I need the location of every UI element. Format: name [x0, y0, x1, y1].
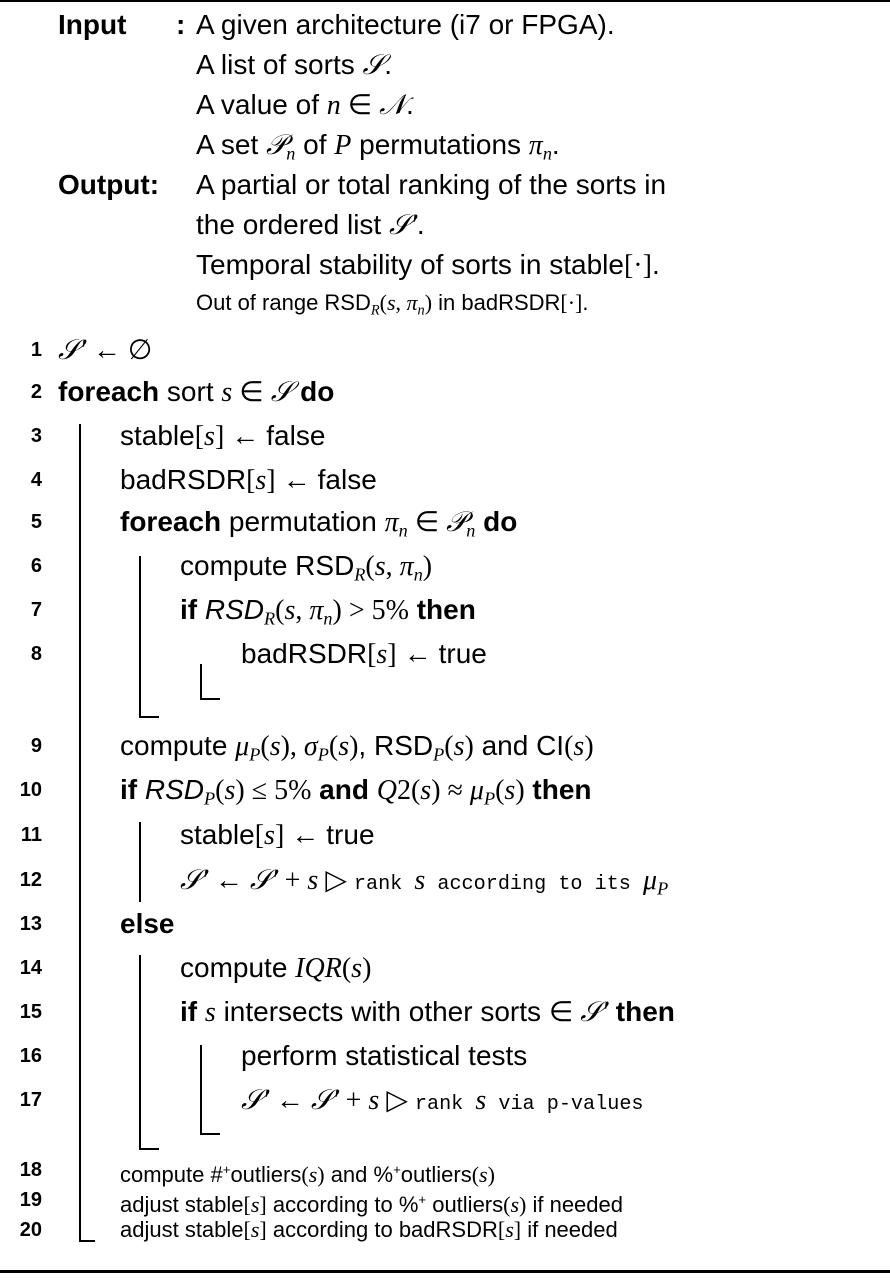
line-text-segment: μ: [643, 865, 658, 896]
line-text-segment: 𝒮: [362, 50, 385, 81]
line-text-segment: false: [317, 464, 377, 495]
algorithm-line-7: [180, 593, 476, 635]
line-text-segment: s: [224, 775, 236, 806]
line-text-segment: ) ≈: [431, 775, 470, 806]
line-text-segment: P: [249, 744, 261, 765]
line-text-segment: s: [307, 865, 319, 896]
line-text-segment: n: [413, 564, 423, 585]
algorithm-line-12: [180, 863, 668, 905]
line-text-segment: s: [250, 1191, 260, 1217]
line-number: 14: [19, 957, 42, 979]
line-text-segment: s: [351, 953, 363, 984]
line-text-segment: ,: [395, 290, 407, 315]
line-text-segment: s: [250, 1217, 260, 1242]
line-text-segment: 𝒮′: [241, 1085, 269, 1116]
line-text-segment: of: [295, 129, 335, 160]
line-text-segment: A set: [196, 129, 267, 160]
line-text-segment: and %: [324, 1161, 394, 1187]
line-text-segment: (: [365, 551, 375, 582]
line-text-segment: (: [275, 595, 285, 626]
if-intersect-block-bar: [200, 1045, 202, 1135]
line-text-segment: P: [433, 744, 445, 765]
line-text-segment: s: [376, 639, 388, 670]
line-text-segment: s: [221, 377, 233, 408]
line-text-segment: R: [264, 608, 276, 629]
line-text-segment: ∈: [340, 90, 380, 121]
line-text-segment: ): [317, 1161, 325, 1187]
line-text-segment: 𝒮′: [310, 1085, 339, 1116]
line-text-segment: P: [317, 744, 329, 765]
line-text-segment: IQR: [295, 953, 342, 984]
line-text-segment: μ: [235, 731, 250, 762]
algorithm-line-19: [120, 1187, 623, 1218]
line-text-segment: A given architecture (i7 or FPGA).: [196, 9, 615, 40]
line-text-segment: s: [573, 731, 585, 762]
line-text-segment: outliers: [426, 1191, 504, 1217]
line-text-segment: ∈: [548, 997, 581, 1028]
algorithm-line-20: [120, 1217, 618, 1243]
line-text-segment: ∈: [232, 377, 271, 408]
algorithm-line-14: [180, 951, 371, 986]
line-text-segment: [: [194, 421, 205, 452]
line-text-segment: .: [416, 209, 425, 240]
line-text-segment: RSD: [204, 594, 265, 625]
algorithm-line-9: [120, 729, 594, 771]
line-number: 1: [30, 339, 42, 361]
comment-text: according to its: [425, 873, 643, 896]
foreach-perm-block-end: [139, 716, 159, 718]
line-text-segment: s: [338, 731, 350, 762]
line-text-segment: compute: [180, 952, 296, 983]
line-text-segment: (: [379, 290, 387, 315]
line-text-segment: (: [215, 775, 225, 806]
line-text-segment: 𝒮′: [389, 210, 417, 241]
bottom-rule: [0, 1270, 890, 1273]
line-text-segment: P: [334, 130, 352, 161]
output-line: [196, 168, 666, 202]
algorithm-line-15: [180, 995, 675, 1030]
line-text-segment: n: [398, 520, 408, 541]
keyword: foreach: [120, 506, 222, 537]
line-number: 7: [30, 599, 42, 621]
line-number: 18: [19, 1159, 42, 1181]
line-text-segment: ] ←: [266, 465, 318, 496]
line-text-segment: R: [370, 302, 380, 319]
line-text-segment: s: [269, 731, 281, 762]
keyword: if: [120, 774, 145, 805]
line-number: 17: [19, 1089, 42, 1111]
input-colon: :: [176, 9, 186, 40]
line-text-segment: sort: [159, 376, 222, 407]
line-text-segment: s: [374, 551, 386, 582]
algorithm-line-11: [180, 818, 375, 853]
line-text-segment: ): [422, 551, 433, 582]
line-text-segment: ): [464, 731, 474, 762]
line-text-segment: π: [309, 595, 324, 626]
line-text-segment: intersects with other sorts: [215, 996, 549, 1027]
line-number: 11: [20, 824, 42, 846]
if-intersect-block-end: [200, 1133, 220, 1135]
keyword: do: [475, 506, 518, 537]
line-text-segment: ] ←: [387, 639, 439, 670]
line-text-segment: [: [243, 1217, 251, 1242]
line-text-segment: π: [384, 507, 399, 538]
output-line: [196, 248, 660, 283]
line-text-segment: P: [657, 878, 669, 899]
line-text-segment: [: [497, 1217, 506, 1242]
algorithm-line-4: [120, 463, 377, 498]
line-text-segment: +: [418, 1192, 427, 1207]
line-text-segment: n: [326, 90, 341, 121]
algorithm-line-13: [120, 907, 175, 941]
line-text-segment: (: [495, 775, 505, 806]
if-rsd-block-bar: [200, 664, 202, 700]
line-text-segment: ): [584, 731, 594, 762]
line-text-segment: (: [301, 1161, 309, 1187]
line-text-segment: the ordered list: [196, 209, 389, 240]
line-text-segment: if needed: [521, 1217, 618, 1242]
line-text-segment: π: [399, 551, 414, 582]
line-text-segment: σ: [303, 731, 318, 762]
line-text-segment: P: [204, 788, 216, 809]
line-number: 6: [30, 555, 42, 577]
line-text-segment: P: [483, 788, 496, 809]
foreach-perm-block-bar: [139, 556, 141, 718]
line-text-segment: 𝒫: [266, 130, 287, 161]
line-text-segment: ,: [295, 595, 310, 626]
line-text-segment: s: [505, 1217, 514, 1242]
line-text-segment: compute RSD: [180, 550, 355, 581]
line-number: 3: [30, 425, 42, 447]
line-text-segment: ←: [268, 1085, 311, 1116]
comment-text: rank: [414, 1093, 476, 1116]
line-text-segment: outliers: [230, 1161, 302, 1187]
line-text-segment: true: [438, 638, 487, 669]
line-text-segment: [·]: [560, 290, 583, 315]
line-text-segment: s: [510, 1191, 520, 1217]
line-text-segment: +: [338, 1085, 369, 1116]
line-text-segment: π: [406, 290, 418, 315]
line-text-segment: A list of sorts: [196, 49, 363, 80]
line-text-segment: ← ∅: [85, 335, 153, 366]
line-text-segment: ] ←: [274, 820, 327, 851]
line-text-segment: compute #: [120, 1161, 223, 1187]
input-label-text: Input: [58, 9, 127, 40]
line-text-segment: stable: [120, 420, 195, 451]
line-text-segment: n: [323, 608, 333, 629]
line-text-segment: Out of range RSD: [196, 290, 371, 315]
line-number: 10: [19, 779, 42, 801]
keyword: else: [120, 908, 175, 939]
line-text-segment: s: [204, 997, 216, 1028]
line-text-segment: according to badRSDR: [266, 1217, 498, 1242]
algorithm-line-18: [120, 1157, 495, 1188]
line-text-segment: .: [582, 290, 589, 315]
then-block-bar: [139, 822, 141, 902]
line-number: 9: [30, 735, 42, 757]
if-rsd-block-end: [200, 698, 220, 700]
line-text-segment: ): [349, 731, 359, 762]
output-line: [196, 290, 589, 323]
keyword: then: [608, 996, 675, 1027]
line-text-segment: Temporal stability of sorts in stable: [196, 249, 624, 280]
line-text-segment: badRSDR: [241, 638, 368, 669]
line-text-segment: s: [414, 865, 426, 896]
line-text-segment: ∈: [407, 507, 447, 538]
line-text-segment: 𝒩: [379, 90, 406, 121]
line-text-segment: , RSD: [358, 730, 434, 761]
line-text-segment: s: [420, 775, 432, 806]
line-text-segment: s: [479, 1161, 488, 1187]
keyword: then: [408, 594, 476, 625]
line-text-segment: 𝒮′: [180, 865, 208, 896]
line-text-segment: 𝒮′: [249, 865, 278, 896]
line-text-segment: ): [519, 1191, 527, 1217]
line-text-segment: permutation: [221, 506, 385, 537]
line-text-segment: in badRSDR: [432, 290, 561, 315]
line-text-segment: μ: [469, 775, 484, 806]
algorithm-line-16: [241, 1039, 527, 1073]
algorithm-line-17: [241, 1083, 644, 1122]
line-text-segment: (: [260, 731, 270, 762]
line-text-segment: s: [255, 465, 267, 496]
line-text-segment: ] ←: [214, 421, 267, 452]
line-text-segment: [: [243, 1191, 251, 1217]
line-text-segment: s: [453, 731, 465, 762]
line-text-segment: (: [503, 1191, 511, 1217]
line-text-segment: (: [471, 1161, 480, 1187]
line-text-segment: s: [308, 1161, 318, 1187]
line-text-segment: 𝒮′: [58, 335, 86, 366]
line-text-segment: +: [222, 1162, 231, 1177]
line-number: 2: [30, 381, 42, 403]
line-text-segment: outliers: [400, 1161, 472, 1187]
line-text-segment: (: [328, 731, 339, 762]
line-text-segment: ▷: [379, 1085, 415, 1116]
line-number: 4: [30, 469, 42, 491]
line-text-segment: ): [515, 775, 525, 806]
line-text-segment: n: [542, 143, 552, 164]
line-text-segment: (: [564, 731, 574, 762]
comment-text: rank: [353, 873, 415, 896]
line-text-segment: compute: [120, 730, 236, 761]
output-label: Output:: [58, 169, 160, 200]
line-text-segment: ) ≤ 5%: [235, 775, 312, 806]
line-text-segment: n: [417, 302, 425, 319]
line-number: 19: [19, 1189, 42, 1211]
input-line: [196, 8, 615, 42]
line-text-segment: stable: [180, 819, 255, 850]
line-text-segment: RSD: [144, 774, 205, 805]
line-text-segment: ) > 5%: [332, 595, 409, 626]
algorithm-line-3: [120, 419, 325, 454]
foreach-sort-block-bar: [79, 424, 81, 1242]
keyword: do: [292, 376, 335, 407]
line-text-segment: .: [551, 129, 560, 160]
line-text-segment: adjust stable: [120, 1217, 244, 1242]
line-text-segment: true: [326, 819, 375, 850]
line-text-segment: R: [354, 564, 366, 585]
line-text-segment: n: [466, 520, 476, 541]
input-line: [196, 128, 560, 170]
else-block-bar: [139, 955, 141, 1150]
input-label: [58, 8, 126, 42]
line-text-segment: ): [362, 953, 372, 984]
line-text-segment: ←: [207, 865, 250, 896]
line-text-segment: s: [386, 290, 396, 315]
line-text-segment: Q: [376, 775, 397, 806]
algorithm-line-5: [120, 505, 517, 547]
line-text-segment: s: [284, 595, 296, 626]
line-text-segment: +: [393, 1162, 401, 1177]
line-text-segment: ,: [385, 551, 400, 582]
line-text-segment: permutations: [351, 129, 529, 160]
line-text-segment: s: [504, 775, 516, 806]
foreach-sort-block-end: [79, 1240, 95, 1242]
line-text-segment: 𝒮′: [580, 997, 609, 1028]
line-text-segment: A value of: [196, 89, 327, 120]
line-text-segment: [: [367, 639, 377, 670]
line-number: 15: [19, 1001, 42, 1023]
line-number: 5: [30, 511, 42, 533]
line-text-segment: false: [266, 420, 326, 451]
line-text-segment: ]: [513, 1217, 522, 1242]
line-text-segment: (: [341, 953, 352, 984]
algorithm-line-2: [58, 375, 334, 410]
line-text-segment: [: [246, 465, 256, 496]
keyword: if: [180, 594, 205, 625]
line-text-segment: s: [204, 421, 215, 452]
keyword: if: [180, 996, 205, 1027]
keyword: and: [311, 774, 377, 805]
line-text-segment: ]: [259, 1217, 267, 1242]
line-text-segment: A partial or total ranking of the sorts in: [196, 169, 667, 200]
line-text-segment: +: [277, 865, 308, 896]
line-text-segment: s: [368, 1085, 380, 1116]
algorithm-line-10: [120, 773, 592, 815]
algorithm-line-6: [180, 549, 432, 591]
line-text-segment: 2(: [396, 775, 421, 806]
line-text-segment: 𝒫: [446, 507, 467, 538]
else-block-end: [139, 1148, 159, 1150]
line-text-segment: according to %: [266, 1191, 419, 1217]
line-text-segment: adjust stable: [120, 1191, 244, 1217]
line-text-segment: ): [424, 290, 433, 315]
algorithm-line-1: [58, 333, 152, 368]
line-text-segment: 𝒮: [270, 377, 293, 408]
keyword: foreach: [58, 376, 160, 407]
line-text-segment: ): [487, 1161, 495, 1187]
line-number: 12: [19, 869, 42, 891]
input-line: [196, 88, 414, 123]
line-text-segment: [·]: [623, 250, 652, 281]
line-text-segment: ]: [259, 1191, 267, 1217]
line-text-segment: .: [405, 89, 414, 120]
line-text-segment: perform statistical tests: [241, 1040, 528, 1071]
line-text-segment: and CI: [473, 730, 565, 761]
line-text-segment: ▷: [318, 865, 354, 896]
top-rule: [0, 0, 890, 2]
line-number: 8: [30, 643, 42, 665]
line-text-segment: ),: [280, 731, 304, 762]
keyword: then: [524, 774, 592, 805]
line-text-segment: s: [475, 1085, 487, 1116]
line-text-segment: .: [384, 49, 392, 80]
line-text-segment: s: [264, 820, 275, 851]
output-line: [196, 208, 425, 243]
line-text-segment: .: [651, 249, 660, 280]
algorithm-line-8: [241, 637, 487, 672]
line-number: 13: [19, 913, 42, 935]
line-text-segment: [: [254, 820, 265, 851]
line-text-segment: if needed: [526, 1191, 623, 1217]
line-text-segment: (: [444, 731, 454, 762]
line-text-segment: n: [286, 143, 296, 164]
line-number: 20: [19, 1219, 42, 1241]
comment-text: via p-values: [486, 1093, 644, 1116]
line-number: 16: [19, 1045, 42, 1067]
line-text-segment: π: [528, 130, 543, 161]
line-text-segment: badRSDR: [120, 464, 247, 495]
input-line: [196, 48, 392, 83]
